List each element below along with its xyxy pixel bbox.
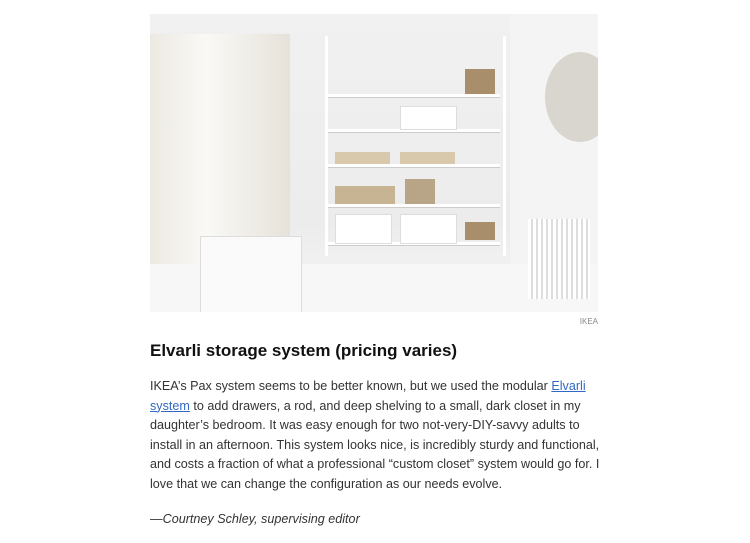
photo-box (400, 106, 457, 130)
author-signature: —Courtney Schley, supervising editor (150, 512, 360, 526)
photo-box (400, 152, 455, 164)
body-text: to add drawers, a rod, and deep shelving to a small, dark closet in my daughter’s bedroom. It was easy enough for two not-very-DIY-savvy adults to install in an afternoon. This system looks nice, is incredibly sturdy and functional, and costs a fraction of what a professional “custom closet” system would go for. I love that we can change the configuration as our needs evolve. (150, 398, 600, 491)
product-photo (150, 14, 598, 312)
article-body (150, 377, 610, 495)
elvarli-system-link[interactable]: Elvarli system (150, 379, 586, 413)
section-heading: Elvarli storage system (pricing varies) (150, 341, 458, 360)
photo-box (335, 214, 392, 244)
photo-basket (465, 69, 495, 94)
photo-hanging-robes (150, 34, 290, 264)
photo-credit: IKEA (579, 317, 598, 326)
photo-shelf (328, 204, 500, 207)
photo-box (400, 214, 457, 244)
photo-stools (528, 219, 590, 299)
photo-box (405, 179, 435, 204)
photo-shelf (328, 94, 500, 97)
photo-box (335, 152, 390, 164)
body-text: IKEA’s Pax system seems to be better known, but we used the modular (150, 379, 552, 393)
photo-shelf (328, 164, 500, 167)
photo-box (335, 186, 395, 204)
photo-basket (465, 222, 495, 240)
photo-drawers (200, 236, 302, 312)
